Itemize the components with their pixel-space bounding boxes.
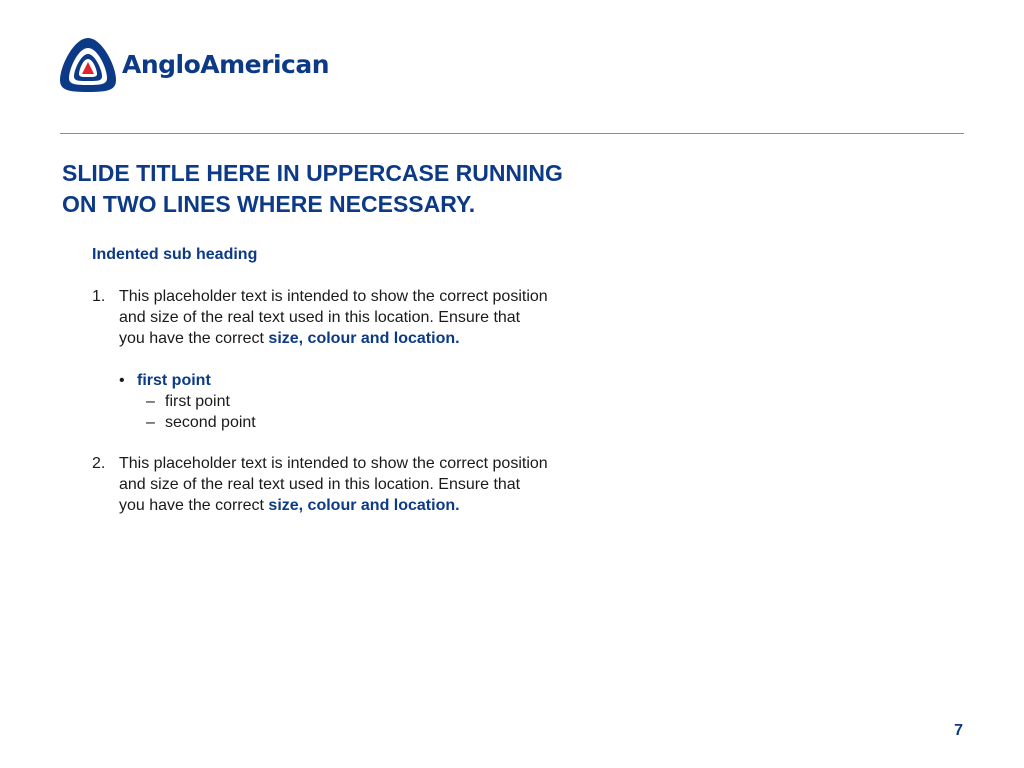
dash-icon: – [146, 393, 155, 410]
page-number: 7 [954, 722, 963, 739]
brand-wordmark: AngloAmerican [122, 50, 330, 79]
dash-icon: – [146, 414, 155, 431]
sub-heading: Indented sub heading [92, 246, 258, 263]
item-2-line-2: and size of the real text used in this location. Ensure that [119, 476, 521, 493]
list-number-2: 2. [92, 455, 106, 472]
item-2-emphasis: size, colour and location. [268, 497, 460, 514]
item-2-line-1: This placeholder text is intended to show the correct position [119, 455, 548, 472]
list-number-1: 1. [92, 288, 106, 305]
item-1-emphasis: size, colour and location. [268, 330, 460, 347]
item-2-line-3-text: you have the correct [119, 497, 269, 514]
sub-bullet-2: second point [165, 414, 256, 431]
slide-title-line-1: SLIDE TITLE HERE IN UPPERCASE RUNNING [62, 160, 563, 186]
slide-title-line-2: ON TWO LINES WHERE NECESSARY. [62, 191, 476, 217]
bullet-point: first point [137, 372, 211, 389]
item-1-line-3-text: you have the correct [119, 330, 269, 347]
item-1-line-1: This placeholder text is intended to show the correct position [119, 288, 548, 305]
sub-bullet-1: first point [165, 393, 230, 410]
bullet-icon: • [119, 372, 125, 389]
item-1-line-3 [119, 328, 460, 349]
item-1-line-2: and size of the real text used in this location. Ensure that [119, 309, 521, 326]
item-2-line-3 [119, 495, 460, 516]
